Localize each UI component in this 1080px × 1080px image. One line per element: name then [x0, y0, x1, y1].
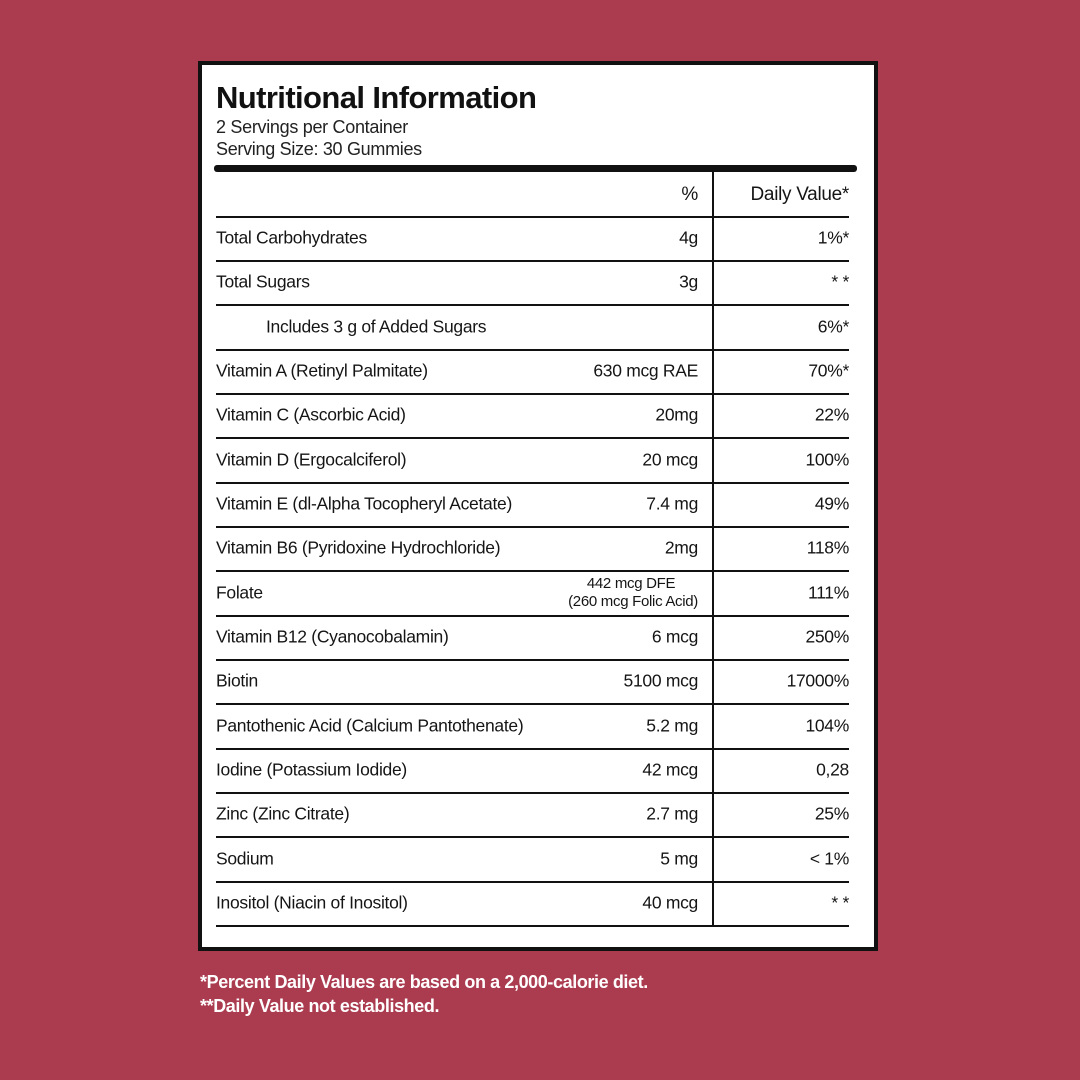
header-amount: % [681, 184, 698, 205]
nutrient-name: Vitamin E (dl-Alpha Tocopheryl Acetate) [216, 493, 513, 514]
nutrient-name: Vitamin D (Ergocalciferol) [216, 449, 407, 470]
nutrient-amount: 7.4 mg [646, 493, 698, 514]
nutrient-daily-value: 25% [814, 803, 849, 824]
label-title: Nutritional Information [216, 80, 537, 115]
header-divider [216, 216, 849, 218]
nutrient-name: Vitamin B6 (Pyridoxine Hydrochloride) [216, 537, 501, 558]
nutrient-name: Pantothenic Acid (Calcium Pantothenate) [216, 715, 524, 736]
servings-per-container: 2 Servings per Container [216, 117, 408, 137]
nutrient-daily-value: * * [831, 271, 849, 292]
nutrient-name: Total Sugars [216, 271, 310, 292]
footnote-percent-dv: *Percent Daily Values are based on a 2,000-calorie diet. [200, 972, 648, 992]
nutrient-name: Inositol (Niacin of Inositol) [216, 892, 408, 913]
nutrient-name: Total Carbohydrates [216, 227, 367, 248]
nutrient-amount: 6 mcg [651, 626, 698, 647]
nutrient-amount [568, 575, 698, 611]
row-divider [216, 659, 849, 661]
row-divider [216, 925, 849, 927]
column-divider [712, 172, 714, 925]
nutrient-daily-value: 70%* [808, 360, 849, 381]
nutrient-amount: 20mg [655, 404, 698, 425]
nutrient-daily-value: 0,28 [816, 759, 849, 780]
nutrient-daily-value: 1%* [817, 227, 849, 248]
title-divider [214, 165, 857, 172]
nutrient-amount-line2: (260 mcg Folic Acid) [568, 593, 698, 610]
row-divider [216, 526, 849, 528]
nutrient-amount: 5 mg [660, 848, 698, 869]
nutrient-amount: 20 mcg [642, 449, 698, 470]
nutrient-amount: 5100 mcg [623, 670, 698, 691]
row-divider [216, 792, 849, 794]
header-daily-value: Daily Value* [750, 184, 849, 205]
row-divider [216, 304, 849, 306]
nutrient-name: Vitamin C (Ascorbic Acid) [216, 404, 406, 425]
row-divider [216, 748, 849, 750]
nutrient-daily-value: 17000% [786, 670, 849, 691]
row-divider [216, 881, 849, 883]
nutrient-name: Sodium [216, 848, 274, 869]
nutrient-daily-value: 104% [805, 715, 849, 736]
nutrient-name: Folate [216, 582, 263, 603]
footnote-not-established: **Daily Value not established. [200, 996, 440, 1016]
nutrient-amount: 3g [679, 271, 698, 292]
nutrient-amount: 42 mcg [642, 759, 698, 780]
nutrient-name: Vitamin A (Retinyl Palmitate) [216, 360, 428, 381]
nutrient-daily-value: 22% [814, 404, 849, 425]
nutrient-amount-line1: 442 mcg DFE [586, 575, 676, 592]
row-divider [216, 260, 849, 262]
nutrient-daily-value: 6%* [817, 316, 849, 337]
nutrient-amount: 2.7 mg [646, 803, 698, 824]
nutrient-name: Biotin [216, 670, 258, 691]
row-divider [216, 570, 849, 572]
nutrient-name: Includes 3 g of Added Sugars [266, 316, 487, 337]
nutrient-amount: 2mg [664, 537, 698, 558]
nutrient-daily-value: 111% [808, 582, 849, 603]
row-divider [216, 437, 849, 439]
nutrient-daily-value: 100% [805, 449, 849, 470]
nutrient-daily-value: 250% [805, 626, 849, 647]
nutrient-amount: 630 mcg RAE [593, 360, 698, 381]
nutrient-daily-value: 118% [806, 537, 849, 558]
nutrient-daily-value: 49% [814, 493, 849, 514]
nutrient-daily-value: * * [831, 892, 849, 913]
row-divider [216, 703, 849, 705]
nutrient-name: Iodine (Potassium Iodide) [216, 759, 407, 780]
nutrient-amount: 5.2 mg [646, 715, 698, 736]
serving-size: Serving Size: 30 Gummies [216, 139, 422, 159]
nutrient-daily-value: < 1% [809, 848, 849, 869]
row-divider [216, 393, 849, 395]
row-divider [216, 482, 849, 484]
row-divider [216, 615, 849, 617]
nutrient-name: Vitamin B12 (Cyanocobalamin) [216, 626, 449, 647]
nutrient-name: Zinc (Zinc Citrate) [216, 803, 350, 824]
row-divider [216, 349, 849, 351]
nutrient-amount: 4g [679, 227, 698, 248]
row-divider [216, 836, 849, 838]
nutrient-amount: 40 mcg [642, 892, 698, 913]
